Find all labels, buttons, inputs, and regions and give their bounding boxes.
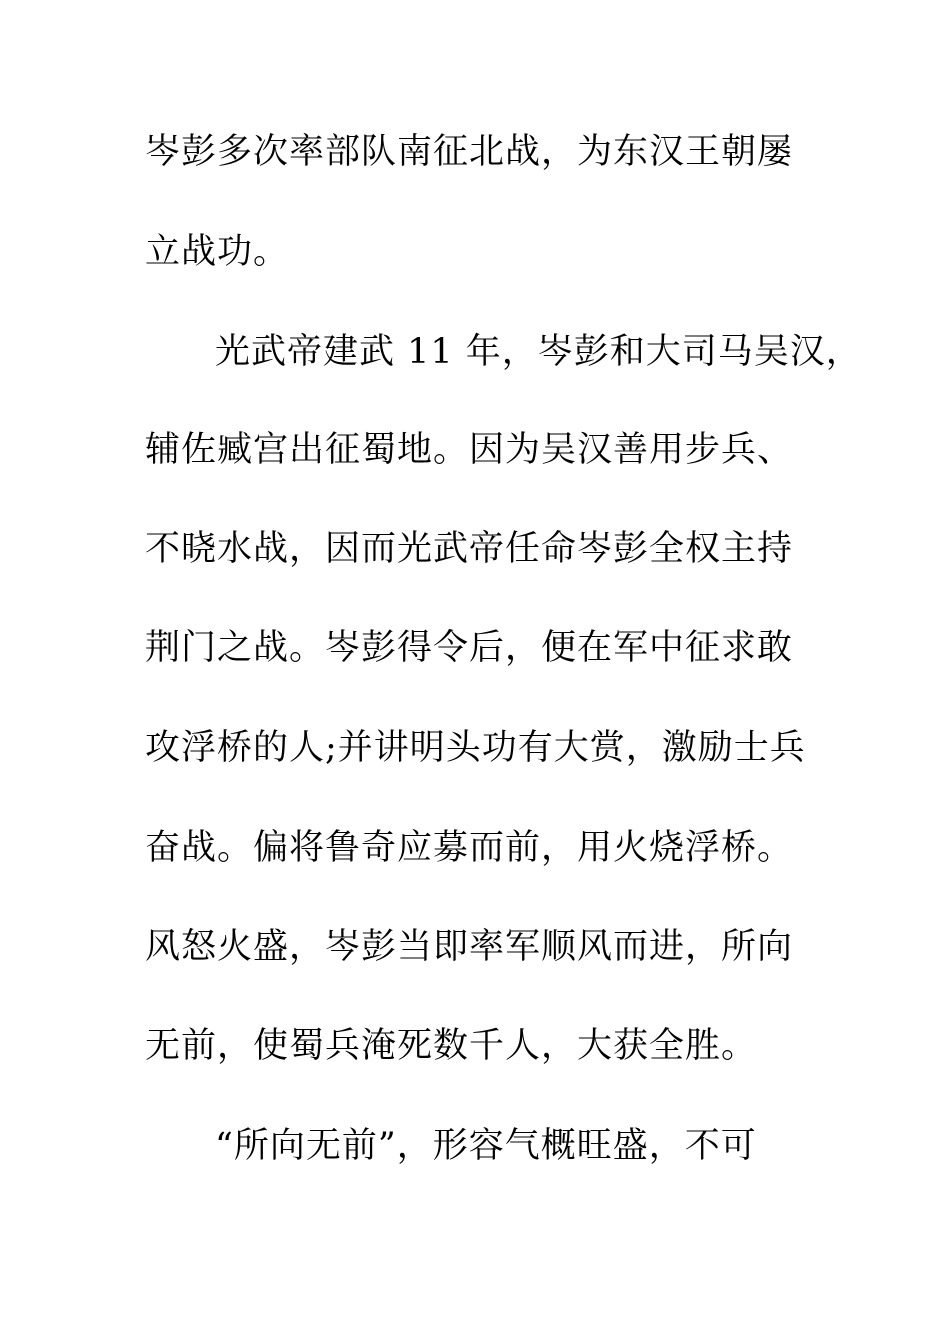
text-line: 无前，使蜀兵淹死数千人，大获全胜。	[145, 1026, 758, 1066]
text-line: 辅佐臧宫出征蜀地。因为吴汉善用步兵、	[145, 430, 794, 470]
text-line: 荆门之战。岑彭得令后，便在军中征求敢	[145, 628, 794, 668]
text-line: 奋战。偏将鲁奇应募而前，用火烧浮桥。	[145, 828, 794, 868]
paragraph-start-line: “所向无前”，形容气概旺盛，不可	[215, 1126, 757, 1166]
text-line: 立战功。	[145, 232, 290, 272]
text-line: 岑彭多次率部队南征北战，为东汉王朝屡	[145, 132, 794, 172]
text-line: 风怒火盛，岑彭当即率军顺风而进，所向	[145, 927, 794, 967]
text-line: 不晓水战，因而光武帝任命岑彭全权主持	[145, 529, 794, 569]
text-line: 攻浮桥的人;并讲明头功有大赏，激励士兵	[145, 728, 806, 768]
paragraph-start-line: 光武帝建武 11 年，岑彭和大司马吴汉，	[215, 332, 862, 372]
